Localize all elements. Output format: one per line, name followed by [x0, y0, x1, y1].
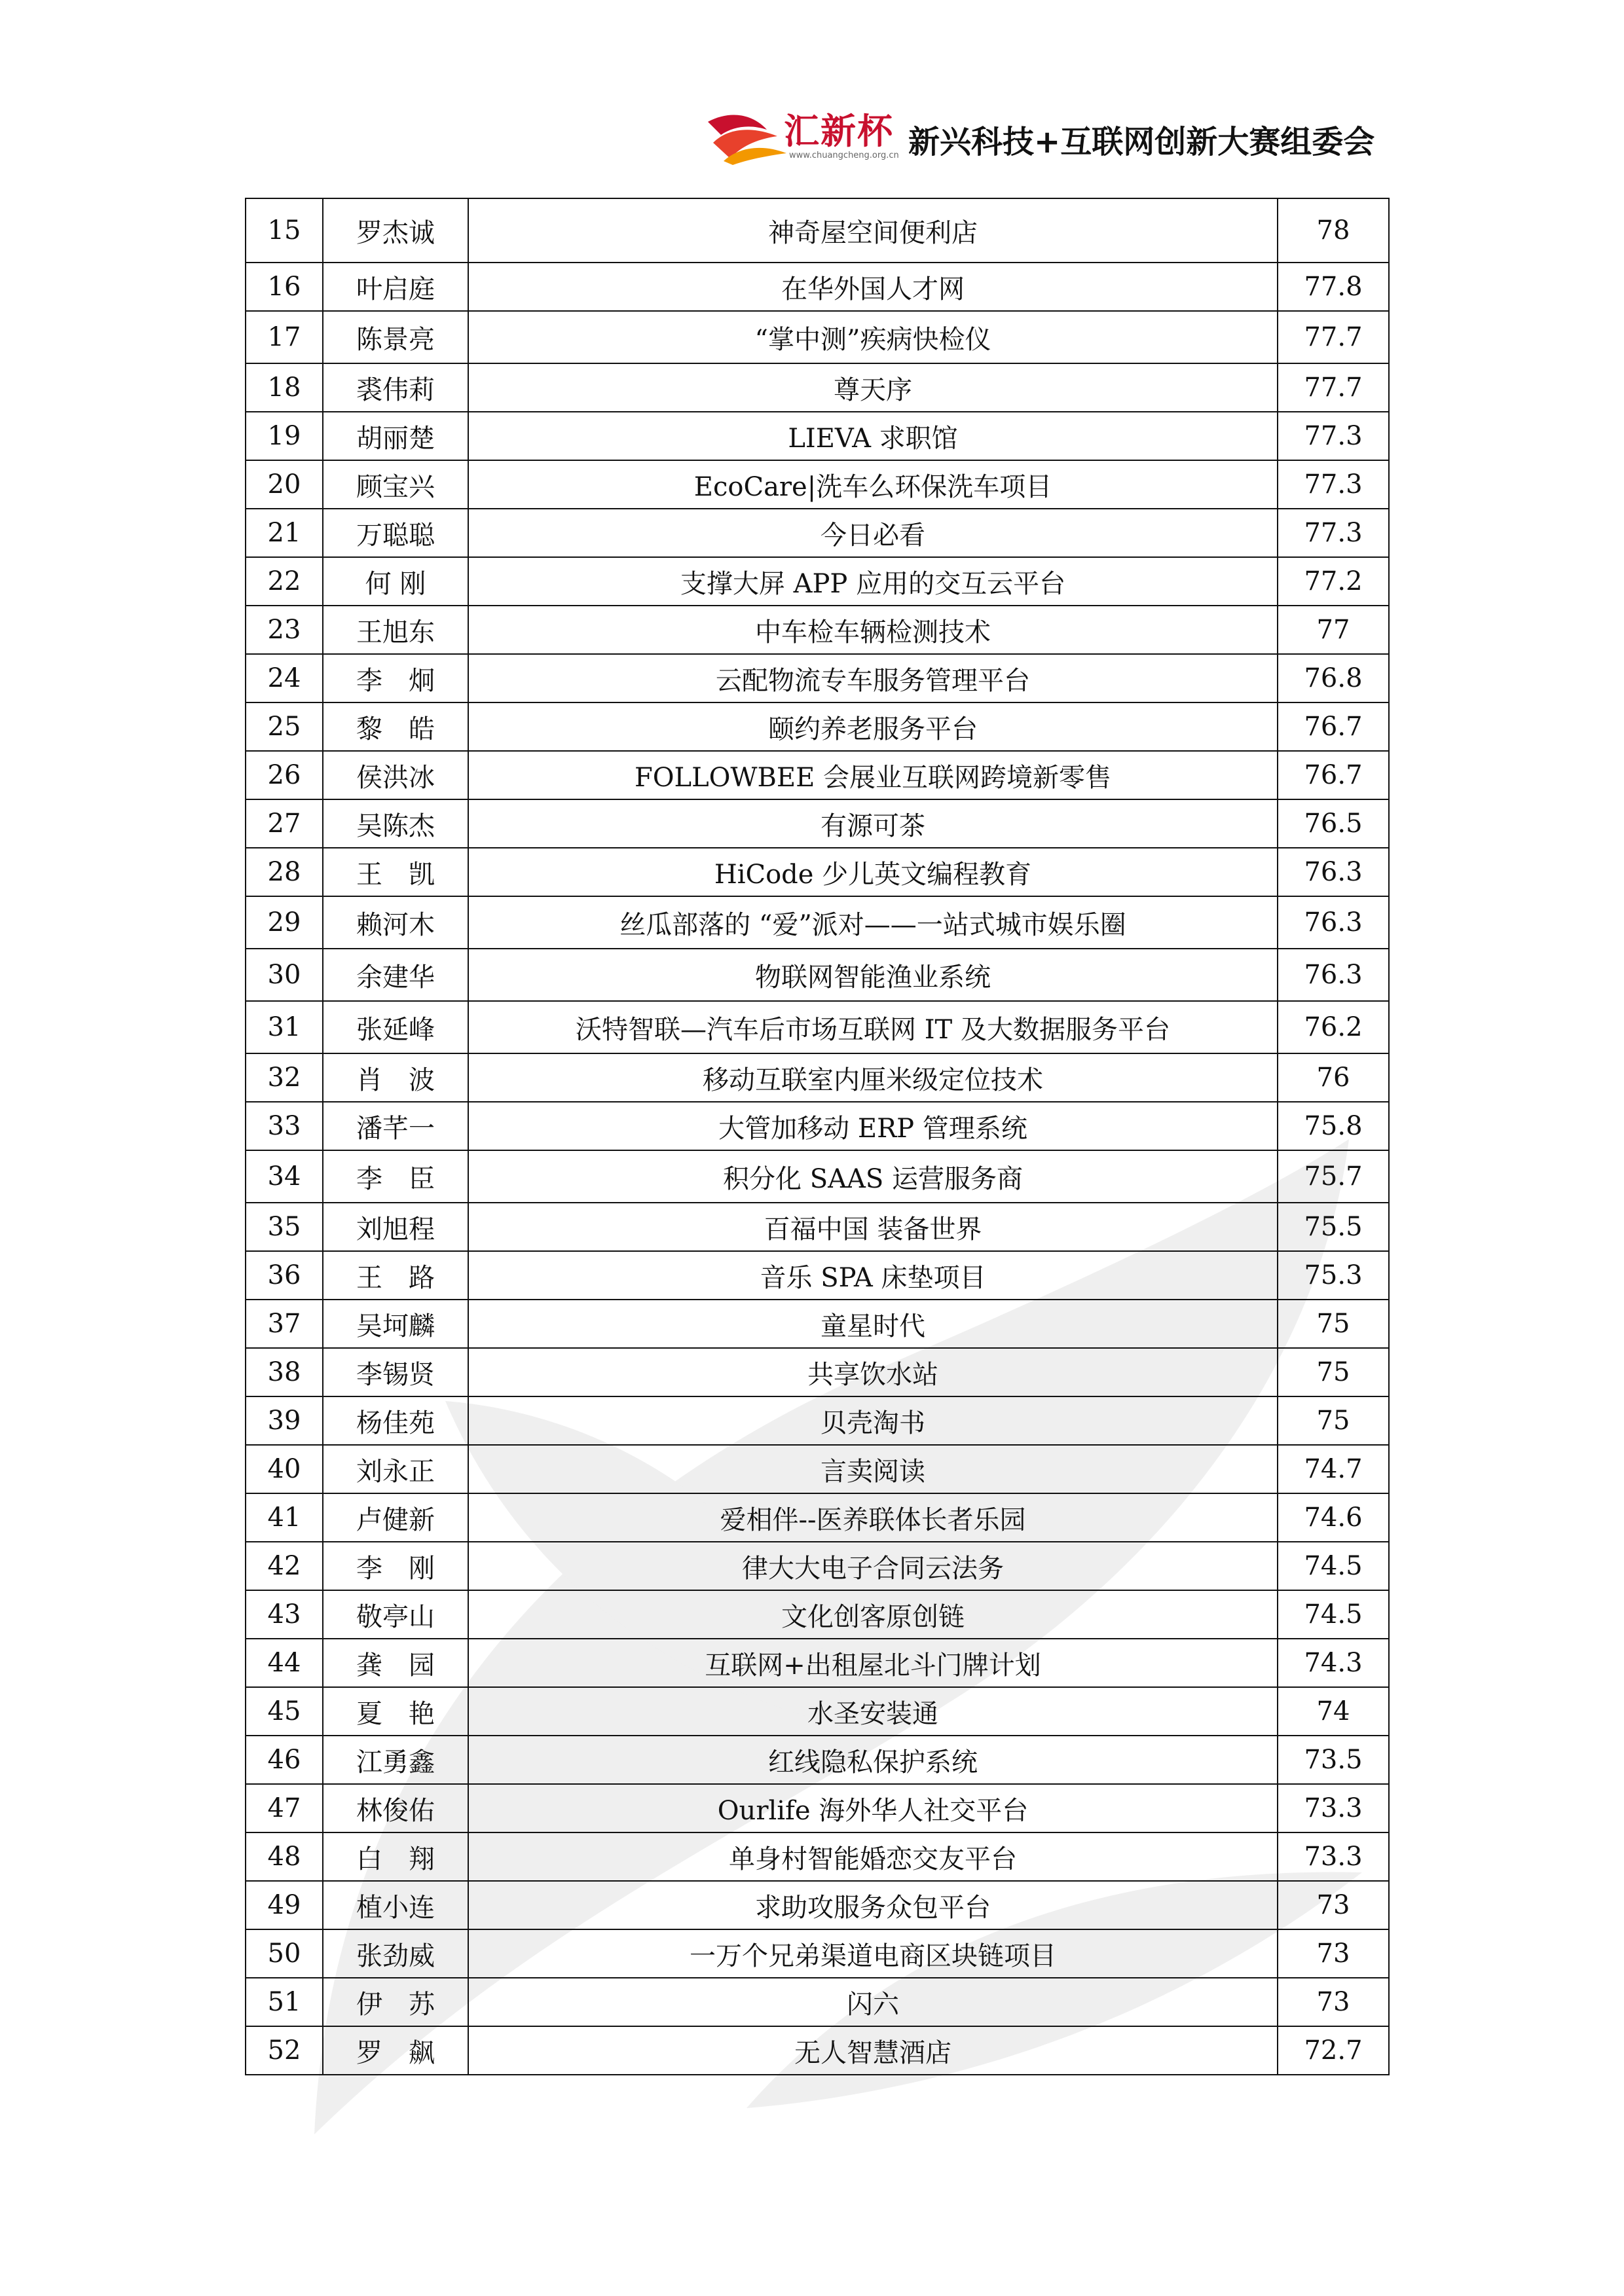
table-row	[246, 1784, 1389, 1832]
cell-project: 百福中国 装备世界	[468, 1203, 1278, 1251]
table-row	[246, 1687, 1389, 1736]
flame-leaf-icon	[704, 106, 789, 165]
cell-score: 77.8	[1278, 263, 1389, 311]
cell-name: 罗杰诚	[323, 198, 468, 263]
table-row	[246, 949, 1389, 1001]
cell-name: 卢健新	[323, 1493, 468, 1542]
cell-name: 何 刚	[323, 557, 468, 606]
cell-name: 王旭东	[323, 606, 468, 654]
cell-project: 爱相伴--医养联体长者乐园	[468, 1493, 1278, 1542]
cell-rank: 48	[246, 1832, 323, 1881]
cell-score: 75.7	[1278, 1150, 1389, 1203]
cell-name: 伊 苏	[323, 1978, 468, 2026]
table-row	[246, 896, 1389, 949]
cell-rank: 29	[246, 896, 323, 949]
cell-project: 一万个兄弟渠道电商区块链项目	[468, 1929, 1278, 1978]
table-row	[246, 198, 1389, 263]
cell-name: 李锡贤	[323, 1348, 468, 1396]
table-row	[246, 412, 1389, 460]
cell-rank: 23	[246, 606, 323, 654]
table-row	[246, 1832, 1389, 1881]
cell-project: 积分化 SAAS 运营服务商	[468, 1150, 1278, 1203]
cell-rank: 50	[246, 1929, 323, 1978]
cell-score: 77.3	[1278, 412, 1389, 460]
cell-project: 单身村智能婚恋交友平台	[468, 1832, 1278, 1881]
cell-name: 叶启庭	[323, 263, 468, 311]
cell-name: 李 刚	[323, 1542, 468, 1590]
cell-rank: 37	[246, 1300, 323, 1348]
cell-score: 76.7	[1278, 702, 1389, 751]
cell-score: 76.7	[1278, 751, 1389, 799]
cell-project: 贝壳淘书	[468, 1396, 1278, 1445]
cell-score: 78	[1278, 198, 1389, 263]
cell-project: 颐约养老服务平台	[468, 702, 1278, 751]
cell-project: 红线隐私保护系统	[468, 1736, 1278, 1784]
cell-project: 文化创客原创链	[468, 1590, 1278, 1639]
table-row	[246, 606, 1389, 654]
cell-score: 74.5	[1278, 1590, 1389, 1639]
cell-rank: 32	[246, 1053, 323, 1102]
table-row	[246, 1542, 1389, 1590]
table-row	[246, 460, 1389, 509]
cell-name: 胡丽楚	[323, 412, 468, 460]
cell-score: 77	[1278, 606, 1389, 654]
cell-project: 互联网+出租屋北斗门牌计划	[468, 1639, 1278, 1687]
table-row	[246, 1102, 1389, 1150]
cell-name: 万聪聪	[323, 509, 468, 557]
cell-name: 刘永正	[323, 1445, 468, 1493]
cell-project: 求助攻服务众包平台	[468, 1881, 1278, 1929]
cell-project: 丝瓜部落的 “爱”派对——一站式城市娱乐圈	[468, 896, 1278, 949]
cell-rank: 27	[246, 799, 323, 848]
table-row	[246, 1493, 1389, 1542]
cell-project: 今日必看	[468, 509, 1278, 557]
cell-rank: 41	[246, 1493, 323, 1542]
cell-score: 73	[1278, 1929, 1389, 1978]
table-row	[246, 509, 1389, 557]
cell-name: 敬亭山	[323, 1590, 468, 1639]
cell-score: 76	[1278, 1053, 1389, 1102]
cell-project: 沃特智联—汽车后市场互联网 IT 及大数据服务平台	[468, 1001, 1278, 1053]
cell-project: 闪六	[468, 1978, 1278, 2026]
cell-name: 顾宝兴	[323, 460, 468, 509]
cell-score: 75	[1278, 1396, 1389, 1445]
cell-rank: 30	[246, 949, 323, 1001]
cell-project: 共享饮水站	[468, 1348, 1278, 1396]
cell-project: FOLLOWBEE 会展业互联网跨境新零售	[468, 751, 1278, 799]
table-row	[246, 1590, 1389, 1639]
cell-rank: 20	[246, 460, 323, 509]
cell-name: 夏 艳	[323, 1687, 468, 1736]
cell-name: 潘芊一	[323, 1102, 468, 1150]
cell-project: 有源可茶	[468, 799, 1278, 848]
cell-score: 77.3	[1278, 460, 1389, 509]
cell-project: HiCode 少儿英文编程教育	[468, 848, 1278, 896]
cell-score: 75	[1278, 1348, 1389, 1396]
cell-project: 水圣安装通	[468, 1687, 1278, 1736]
cell-score: 75.8	[1278, 1102, 1389, 1150]
cell-rank: 35	[246, 1203, 323, 1251]
table-row	[246, 751, 1389, 799]
table-row	[246, 702, 1389, 751]
cell-name: 肖 波	[323, 1053, 468, 1102]
table-row	[246, 1150, 1389, 1203]
cell-rank: 47	[246, 1784, 323, 1832]
cell-score: 75.3	[1278, 1251, 1389, 1300]
cell-rank: 43	[246, 1590, 323, 1639]
table-row	[246, 1001, 1389, 1053]
cell-name: 张延峰	[323, 1001, 468, 1053]
table-row	[246, 263, 1389, 311]
cell-project: 无人智慧酒店	[468, 2026, 1278, 2075]
cell-score: 74.3	[1278, 1639, 1389, 1687]
table-row	[246, 363, 1389, 412]
cell-rank: 26	[246, 751, 323, 799]
cell-project: “掌中测”疾病快检仪	[468, 311, 1278, 363]
cell-score: 76.3	[1278, 896, 1389, 949]
scores-table-body	[246, 198, 1389, 2075]
cell-name: 李 炯	[323, 654, 468, 702]
cell-project: 支撑大屏 APP 应用的交互云平台	[468, 557, 1278, 606]
cell-rank: 28	[246, 848, 323, 896]
cell-name: 龚 园	[323, 1639, 468, 1687]
cell-rank: 52	[246, 2026, 323, 2075]
cell-rank: 17	[246, 311, 323, 363]
cell-score: 76.5	[1278, 799, 1389, 848]
table-row	[246, 1348, 1389, 1396]
cell-project: 尊天序	[468, 363, 1278, 412]
cell-rank: 34	[246, 1150, 323, 1203]
cell-project: 云配物流专车服务管理平台	[468, 654, 1278, 702]
table-row	[246, 2026, 1389, 2075]
cell-rank: 38	[246, 1348, 323, 1396]
cell-score: 73	[1278, 1978, 1389, 2026]
cell-rank: 15	[246, 198, 323, 263]
cell-name: 林俊佑	[323, 1784, 468, 1832]
cell-project: 大管加移动 ERP 管理系统	[468, 1102, 1278, 1150]
cell-name: 张劲威	[323, 1929, 468, 1978]
table-row	[246, 799, 1389, 848]
cell-name: 陈景亮	[323, 311, 468, 363]
organizer-name: 新兴科技+互联网创新大赛组委会	[908, 124, 1375, 160]
cell-name: 余建华	[323, 949, 468, 1001]
page-header	[704, 103, 1392, 175]
cell-project: 在华外国人才网	[468, 263, 1278, 311]
table-row	[246, 1203, 1389, 1251]
table-row	[246, 557, 1389, 606]
logo-url: www.chuangcheng.org.cn	[789, 151, 899, 160]
table-row	[246, 311, 1389, 363]
cell-name: 植小连	[323, 1881, 468, 1929]
cell-name: 杨佳苑	[323, 1396, 468, 1445]
cell-score: 76.3	[1278, 949, 1389, 1001]
cell-name: 刘旭程	[323, 1203, 468, 1251]
cell-project: 律大大电子合同云法务	[468, 1542, 1278, 1590]
cell-score: 74	[1278, 1687, 1389, 1736]
cell-rank: 49	[246, 1881, 323, 1929]
cell-rank: 16	[246, 263, 323, 311]
cell-rank: 22	[246, 557, 323, 606]
cell-project: 音乐 SPA 床垫项目	[468, 1251, 1278, 1300]
cell-rank: 42	[246, 1542, 323, 1590]
cell-project: 中车检车辆检测技术	[468, 606, 1278, 654]
logo-text: 汇新杯	[784, 111, 894, 152]
cell-score: 74.5	[1278, 1542, 1389, 1590]
cell-name: 赖河木	[323, 896, 468, 949]
cell-score: 76.8	[1278, 654, 1389, 702]
cell-rank: 39	[246, 1396, 323, 1445]
cell-rank: 18	[246, 363, 323, 412]
cell-rank: 46	[246, 1736, 323, 1784]
cell-rank: 51	[246, 1978, 323, 2026]
table-row	[246, 1978, 1389, 2026]
cell-rank: 33	[246, 1102, 323, 1150]
cell-score: 73.3	[1278, 1832, 1389, 1881]
cell-rank: 31	[246, 1001, 323, 1053]
cell-name: 侯洪冰	[323, 751, 468, 799]
cell-rank: 36	[246, 1251, 323, 1300]
cell-name: 王 路	[323, 1251, 468, 1300]
cell-score: 73.5	[1278, 1736, 1389, 1784]
table-row	[246, 1639, 1389, 1687]
cell-name: 李 臣	[323, 1150, 468, 1203]
cell-project: 移动互联室内厘米级定位技术	[468, 1053, 1278, 1102]
cell-project: Ourlife 海外华人社交平台	[468, 1784, 1278, 1832]
cell-name: 吴坷麟	[323, 1300, 468, 1348]
cell-project: 物联网智能渔业系统	[468, 949, 1278, 1001]
table-row	[246, 654, 1389, 702]
cell-project: 神奇屋空间便利店	[468, 198, 1278, 263]
cell-score: 75	[1278, 1300, 1389, 1348]
cell-rank: 40	[246, 1445, 323, 1493]
cell-rank: 45	[246, 1687, 323, 1736]
table-row	[246, 848, 1389, 896]
cell-project: 童星时代	[468, 1300, 1278, 1348]
cell-score: 77.3	[1278, 509, 1389, 557]
cell-score: 77.7	[1278, 311, 1389, 363]
table-row	[246, 1053, 1389, 1102]
cell-rank: 24	[246, 654, 323, 702]
table-row	[246, 1881, 1389, 1929]
cell-score: 75.5	[1278, 1203, 1389, 1251]
cell-score: 77.7	[1278, 363, 1389, 412]
cell-name: 罗 飙	[323, 2026, 468, 2075]
cell-name: 白 翔	[323, 1832, 468, 1881]
cell-rank: 25	[246, 702, 323, 751]
cell-score: 76.2	[1278, 1001, 1389, 1053]
cell-name: 裘伟莉	[323, 363, 468, 412]
table-row	[246, 1251, 1389, 1300]
cell-score: 77.2	[1278, 557, 1389, 606]
cell-score: 74.6	[1278, 1493, 1389, 1542]
cell-score: 72.7	[1278, 2026, 1389, 2075]
scores-table	[245, 198, 1390, 2075]
cell-project: LIEVA 求职馆	[468, 412, 1278, 460]
cell-name: 王 凯	[323, 848, 468, 896]
table-row	[246, 1300, 1389, 1348]
cell-name: 吴陈杰	[323, 799, 468, 848]
cell-name: 江勇鑫	[323, 1736, 468, 1784]
cell-rank: 44	[246, 1639, 323, 1687]
cell-name: 黎 皓	[323, 702, 468, 751]
table-row	[246, 1445, 1389, 1493]
cell-score: 73.3	[1278, 1784, 1389, 1832]
cell-score: 74.7	[1278, 1445, 1389, 1493]
cell-score: 76.3	[1278, 848, 1389, 896]
cell-score: 73	[1278, 1881, 1389, 1929]
cell-project: 言卖阅读	[468, 1445, 1278, 1493]
cell-rank: 21	[246, 509, 323, 557]
table-row	[246, 1929, 1389, 1978]
cell-project: EcoCare|洗车么环保洗车项目	[468, 460, 1278, 509]
table-row	[246, 1396, 1389, 1445]
cell-rank: 19	[246, 412, 323, 460]
table-row	[246, 1736, 1389, 1784]
